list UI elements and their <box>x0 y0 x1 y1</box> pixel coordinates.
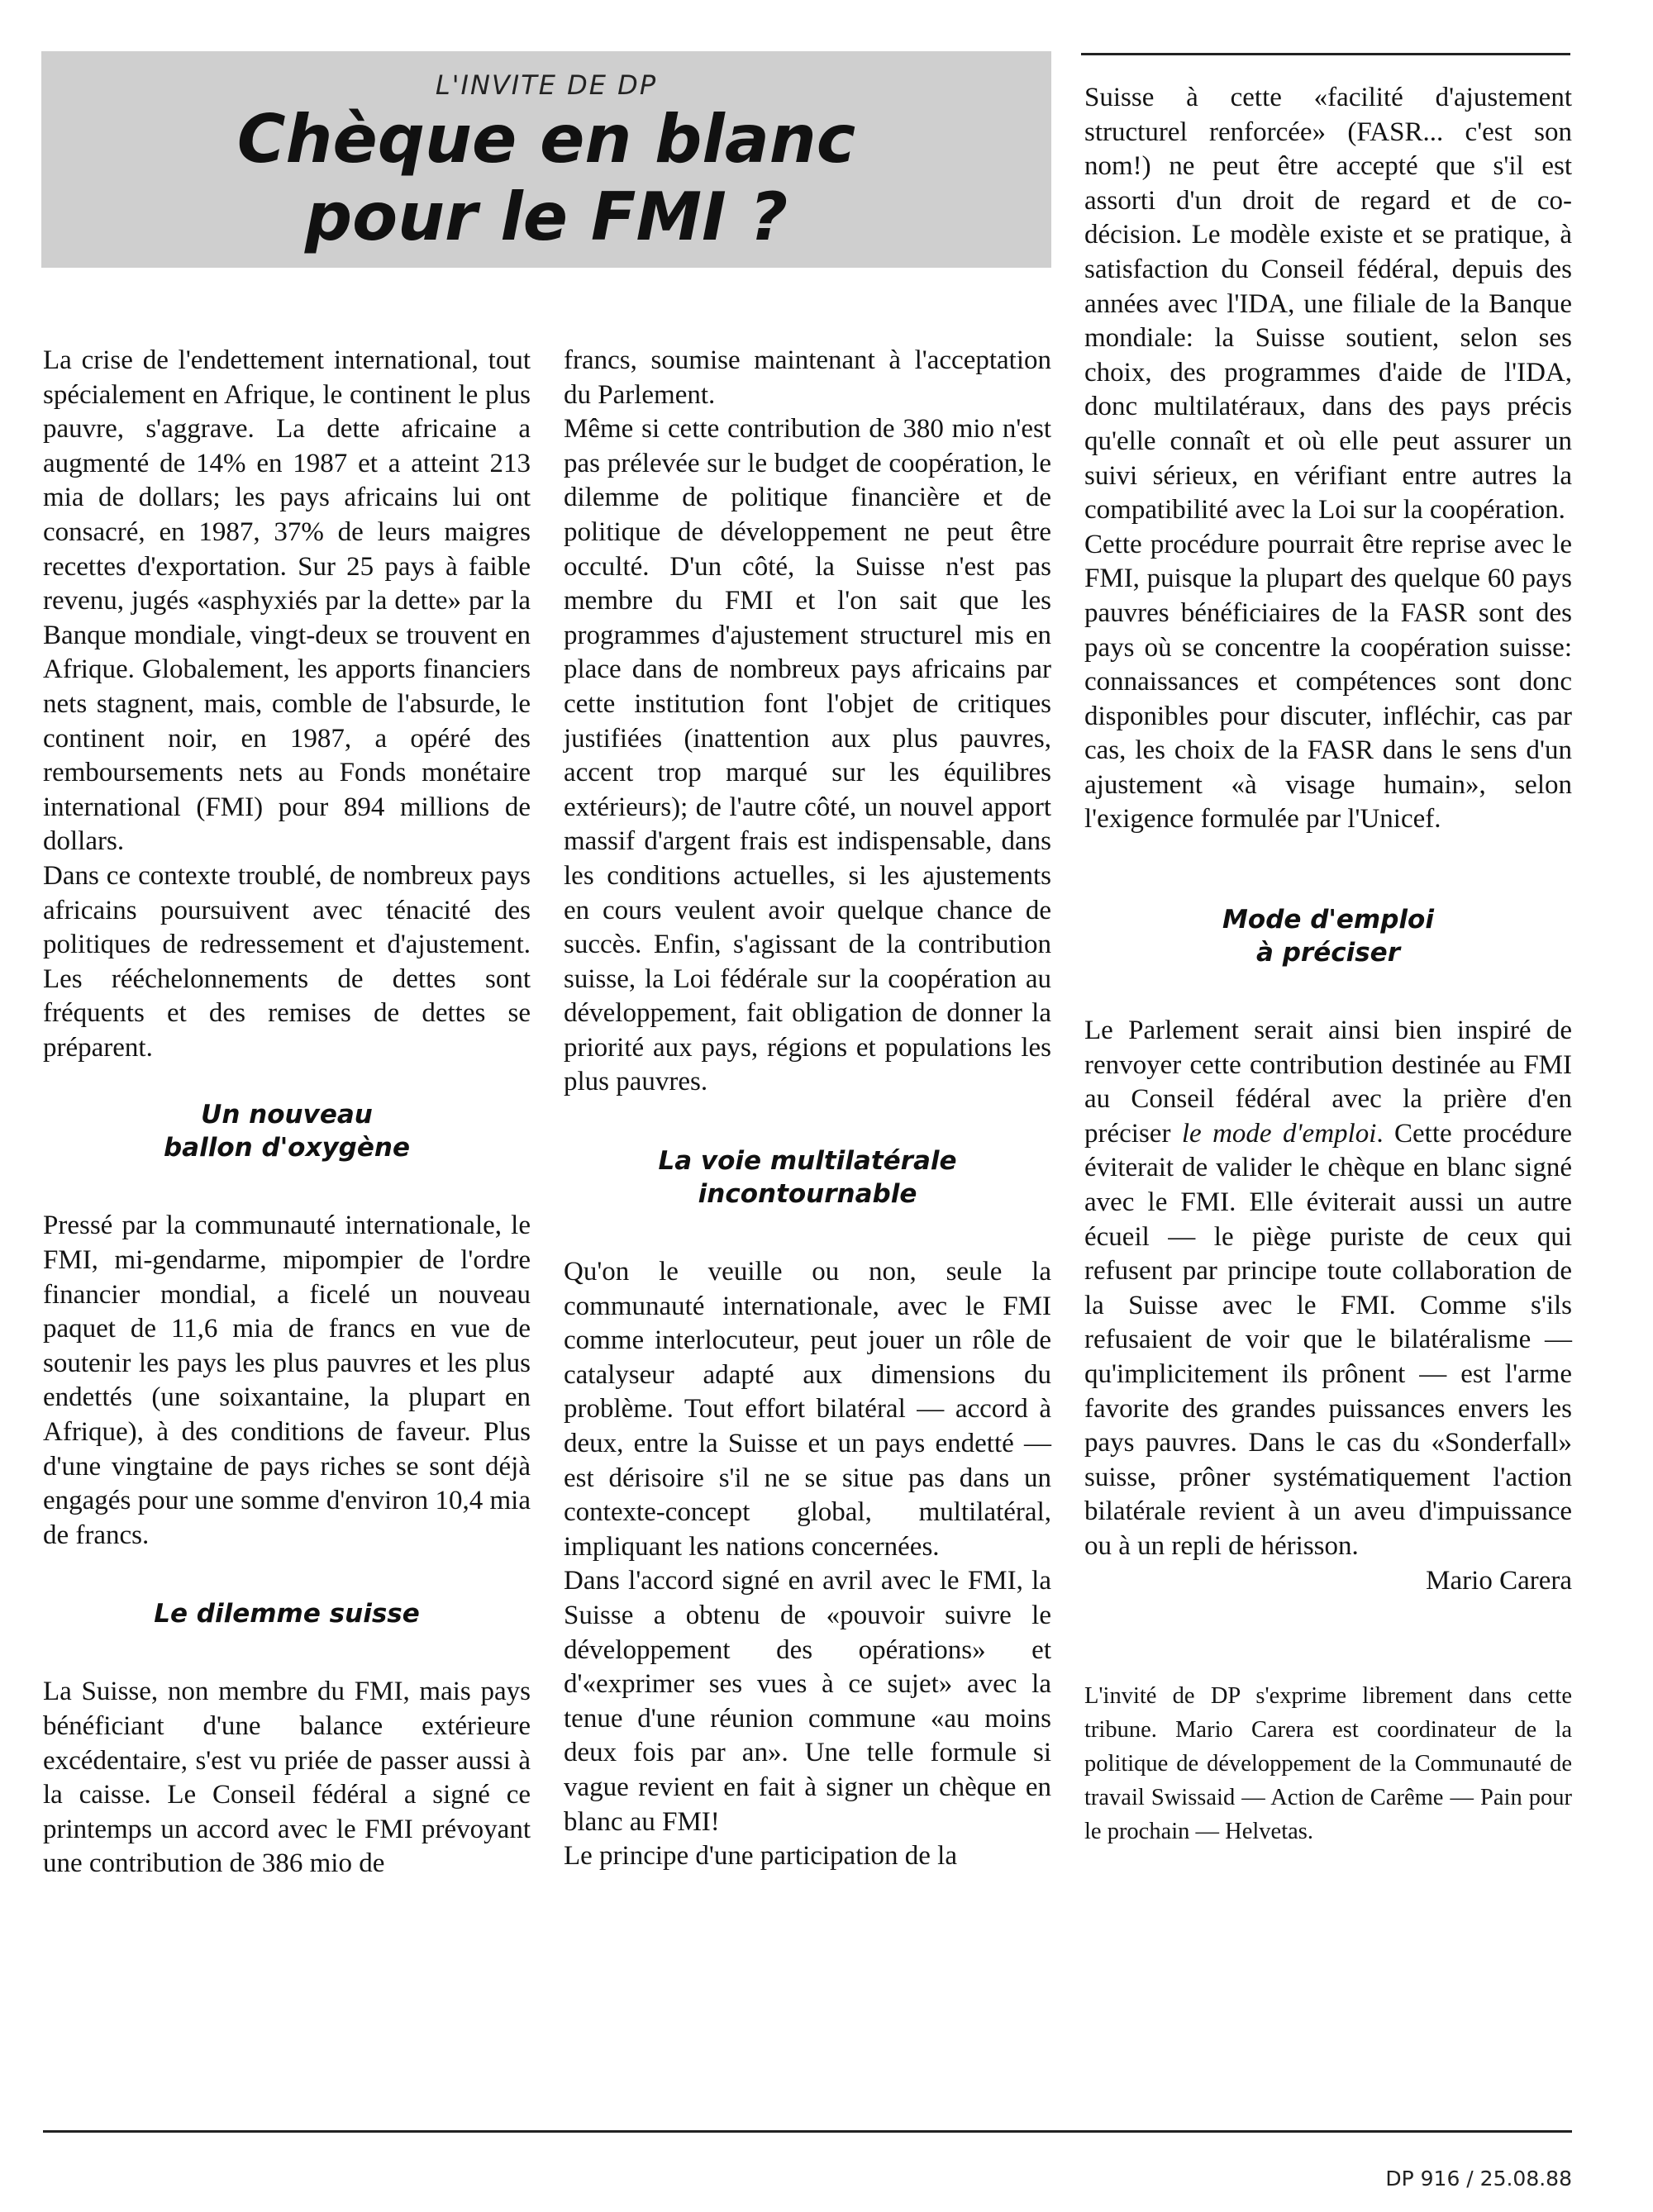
bottom-rule <box>43 2130 1572 2133</box>
paragraph: La crise de l'endettement international, tout spécialement en Afrique, le continent le plus pauvre, s'aggrave. La dette africaine a augmenté de 14% en 1987 et a atteint 213 mia de dollars; les pays africains lui ont consacré, en 1987, 37% de leurs maigres recettes d'exportation. Sur 25 pays à faible revenu, jugés «asphyxiés par la dette» par la Banque mondiale, vingt-deux se trouvent en Afrique. Globalement, les apports financiers nets stagnent, mais, comble de l'absurde, le continent noir, en 1987, a opéré des remboursements nets au Fonds monétaire international (FMI) pour 894 millions de dollars. <box>43 345 531 857</box>
paragraph: La Suisse, non membre du FMI, mais pays bénéficiant d'une balance extérieure excédentaire, s'est vu priée de passer aussi à la caisse. Le Conseil fédéral a signé ce printemps un accord avec le FMI prévoyant une contribution de 386 mio de <box>43 1677 531 1879</box>
paragraph: Suisse à cette «facilité d'ajustement structurel renforcée» (FASR... c'est son nom!) ne peut être accepté que s'il est assorti d'un droit de regard et de co-décision. Le modèle existe et se pratique, à satisfaction du Conseil fédéral, depuis des années avec l'IDA, une filiale de la Banque mondiale: la Suisse soutient, selon ses choix, des programmes d'aide de l'IDA, donc multilatéraux, dans des pays précis qu'elle connaît et où elle peut assurer un suivi sérieux, en vérifiant entre autres la compatibilité avec la Loi sur la coopération. <box>1084 83 1572 526</box>
subheading-mode-emploi: Mode d'emploi à préciser <box>1222 905 1434 968</box>
column-kicker: L'INVITE DE DP <box>435 69 658 101</box>
article-title <box>41 101 1051 256</box>
article-header <box>41 51 1051 268</box>
column-1 <box>43 344 531 1881</box>
paragraph: Le Parlement serait ainsi bien inspiré de renvoyer cette contribution destinée au FMI au Conseil fédéral avec la prière d'en préciser le mode d'emploi. Cette procédure éviterait de valider le chèque en blanc signé avec le FMI. Elle éviterait aussi un autre écueil — le piège puriste de ceux qui refusent par principe toute collaboration de la Suisse avec le FMI. Comme s'ils refusaient de voir que le bilatéralisme — qu'implicitement ils prônent — est l'arme favorite des grandes puissances envers les pays pauvres. Dans le cas du «Sonderfall» suisse, prôner systématiquement l'action bilatérale revient à un aveu d'impuissance ou à un repli de hérisson. <box>1084 1016 1573 1561</box>
paragraph: Dans ce contexte troublé, de nombreux pays africains poursuivent avec ténacité des politiques de redressement et d'ajustement. Les rééchelonnements de dettes sont fréquents et des remises de dettes se préparent. <box>43 860 531 1063</box>
paragraph: Même si cette contribution de 380 mio n'est pas prélevée sur le budget de coopération, le dilemme de politique financière et de politique de développement ne peut être occulté. D'un côté, la Suisse n'est pas membre du FMI et l'on sait que les programmes d'ajustement structurel mis en place dans de nombreux pays africains par cette institution font l'objet de critiques justifiées (inattention aux plus pauvres, accent trop marqué sur les équilibres extérieurs); de l'autre côté, un nouvel apport massif d'argent frais est indispensable, dans les conditions actuelles, si les ajustements en cours veulent avoir quelque chance de succès. Enfin, s'agissant de la contribution suisse, la Loi fédérale sur la coopération au développement, fait obligation de donner la priorité aux pays, régions et populations les plus pauvres. <box>564 414 1051 1097</box>
paragraph: Cette procédure pourrait être reprise avec le FMI, puisque la plupart des quelque 60 pays pauvres bénéficiaires de la FASR sont des pays où se concentre la coopération suisse: connaissances et compétences sont donc disponibles pour discuter, infléchir, cas par cas, les choix de la FASR dans le sens d'un ajustement «à visage humain», selon l'exigence formulée par l'Unicef. <box>1084 529 1572 835</box>
paragraph: francs, soumise maintenant à l'acceptation du Parlement. <box>564 345 1051 410</box>
subheading-nouveau-ballon: Un nouveau ballon d'oxygène <box>163 1100 410 1163</box>
emphasis: le mode d'emploi <box>1181 1118 1377 1149</box>
author-note: L'invité de DP s'exprime librement dans cette tribune. Mario Carera est coordinateur de la politique de développement de la Communauté de travail Swissaid — Action de Carême — Pain pour le prochain — Helvetas. <box>1084 1683 1572 1845</box>
subheading-voie-multilaterale: La voie multilatérale incontournable <box>658 1146 957 1210</box>
author-signature: Mario Carera <box>1426 1565 1572 1596</box>
column-2 <box>564 344 1051 1874</box>
paragraph: Pressé par la communauté internationale, le FMI, mi-gendarme, mipompier de l'ordre financier mondial, a ficelé un nouveau paquet de 11,6 mia de francs en vue de soutenir les pays les plus pauvres et les plus endettés (une soixantaine, la plupart en Afrique), à des conditions de faveur. Plus d'une vingtaine de pays riches se sont déjà engagés pour une somme d'environ 10,4 mia de francs. <box>43 1211 531 1550</box>
paragraph: Le principe d'une participation de la <box>564 1841 958 1872</box>
issue-reference: DP 916 / 25.08.88 <box>1385 2167 1572 2191</box>
paragraph: Qu'on le veuille ou non, seule la communauté internationale, avec le FMI comme interlocuteur, peut jouer un rôle de catalyseur adapté aux dimensions du problème. Tout effort bilatéral — accord à deux, entre la Suisse et un pays endetté — est dérisoire s'il ne se situe pas dans un contexte-concept global, multilatéral, impliquant les nations concernées. <box>564 1257 1051 1562</box>
subheading-dilemme-suisse: Le dilemme suisse <box>154 1599 420 1629</box>
paragraph: Dans l'accord signé en avril avec le FMI, la Suisse a obtenu de «pouvoir suivre le développement des opérations» et d'«exprimer ses vues à ce sujet» avec la tenue d'une réunion commune «au moins deux fois par an». Une telle formule si vague revient en fait à signer un chèque en blanc au FMI! <box>564 1566 1051 1837</box>
title-line-1: Chèque en blanc <box>236 101 856 178</box>
column-3 <box>1084 81 1572 1848</box>
title-line-2: pour le FMI ? <box>304 178 788 255</box>
top-rule <box>1081 53 1570 55</box>
